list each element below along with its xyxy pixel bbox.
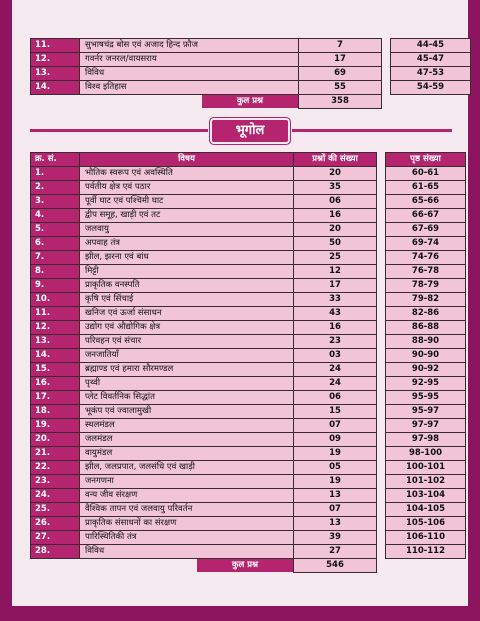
geography-table xyxy=(30,152,466,573)
row-count: 69 xyxy=(299,67,382,81)
row-gap xyxy=(377,181,386,195)
row-pages: 95-97 xyxy=(386,405,466,419)
row-gap xyxy=(377,517,386,531)
row-count: 20 xyxy=(294,223,377,237)
row-subject: जलवायु xyxy=(80,223,294,237)
row-pages: 76-78 xyxy=(386,265,466,279)
row-gap xyxy=(377,195,386,209)
table-row xyxy=(31,391,466,405)
row-pages: 97-98 xyxy=(386,433,466,447)
row-pages: 90-90 xyxy=(386,349,466,363)
row-pages: 97-97 xyxy=(386,419,466,433)
table-row xyxy=(31,279,466,293)
row-pages: 74-76 xyxy=(386,251,466,265)
row-gap xyxy=(382,53,391,67)
row-count: 23 xyxy=(294,335,377,349)
row-number: 5. xyxy=(31,223,80,237)
total-row xyxy=(31,95,471,109)
row-subject: अपवाह तंत्र xyxy=(80,237,294,251)
row-pages: 98-100 xyxy=(386,447,466,461)
row-subject: द्वीप समूह, खाड़ी एवं तट xyxy=(80,209,294,223)
row-number: 22. xyxy=(31,461,80,475)
row-gap xyxy=(377,405,386,419)
row-subject: परिवहन एवं संचार xyxy=(80,335,294,349)
table-row xyxy=(31,447,466,461)
row-count: 24 xyxy=(294,377,377,391)
row-number: 24. xyxy=(31,489,80,503)
row-count: 19 xyxy=(294,475,377,489)
row-gap xyxy=(377,391,386,405)
section-rule-right xyxy=(292,129,452,132)
row-number: 15. xyxy=(31,363,80,377)
table-row xyxy=(31,53,471,67)
table-row xyxy=(31,67,471,81)
row-gap xyxy=(377,363,386,377)
table-row xyxy=(31,475,466,489)
row-pages: 104-105 xyxy=(386,503,466,517)
total-row xyxy=(31,559,466,573)
row-count: 39 xyxy=(294,531,377,545)
table-row xyxy=(31,363,466,377)
row-count: 17 xyxy=(299,53,382,67)
row-number: 1. xyxy=(31,167,80,181)
table-row xyxy=(31,377,466,391)
row-number: 13. xyxy=(31,67,80,81)
row-pages: 45-47 xyxy=(391,53,471,67)
row-subject: झील, झरना एवं बांध xyxy=(80,251,294,265)
row-subject: मिट्टी xyxy=(80,265,294,279)
row-pages: 82-86 xyxy=(386,307,466,321)
header-num: क्र. सं. xyxy=(31,153,80,167)
table-row xyxy=(31,517,466,531)
table-row xyxy=(31,433,466,447)
row-gap xyxy=(377,377,386,391)
row-pages: 105-106 xyxy=(386,517,466,531)
row-pages: 101-102 xyxy=(386,475,466,489)
row-subject: जनजातियाँ xyxy=(80,349,294,363)
row-gap xyxy=(377,531,386,545)
row-gap xyxy=(377,293,386,307)
row-subject: विविध xyxy=(80,67,299,81)
row-number: 4. xyxy=(31,209,80,223)
row-count: 07 xyxy=(294,419,377,433)
row-subject: प्राकृतिक वनस्पति xyxy=(80,279,294,293)
row-subject: प्लेट विवर्तनिक सिद्धांत xyxy=(80,391,294,405)
row-pages: 44-45 xyxy=(391,39,471,53)
row-subject: कृषि एवं सिंचाई xyxy=(80,293,294,307)
total-value: 546 xyxy=(294,559,377,573)
row-count: 06 xyxy=(294,195,377,209)
row-subject: पर्वतीय क्षेत्र एवं पठार xyxy=(80,181,294,195)
row-number: 21. xyxy=(31,447,80,461)
row-number: 10. xyxy=(31,293,80,307)
row-number: 28. xyxy=(31,545,80,559)
row-pages: 67-69 xyxy=(386,223,466,237)
row-count: 24 xyxy=(294,363,377,377)
row-count: 06 xyxy=(294,391,377,405)
row-pages: 86-88 xyxy=(386,321,466,335)
row-pages: 90-92 xyxy=(386,363,466,377)
row-count: 15 xyxy=(294,405,377,419)
row-subject: विविध xyxy=(80,545,294,559)
section-title: भूगोल xyxy=(212,120,288,142)
row-gap xyxy=(377,251,386,265)
table-row xyxy=(31,237,466,251)
row-number: 23. xyxy=(31,475,80,489)
row-subject: पूर्वी घाट एवं पश्चिमी घाट xyxy=(80,195,294,209)
row-number: 26. xyxy=(31,517,80,531)
row-number: 14. xyxy=(31,81,80,95)
row-count: 25 xyxy=(294,251,377,265)
row-pages: 60-61 xyxy=(386,167,466,181)
table-row xyxy=(31,265,466,279)
table-row xyxy=(31,349,466,363)
row-number: 11. xyxy=(31,39,80,53)
row-gap xyxy=(377,237,386,251)
row-number: 19. xyxy=(31,419,80,433)
table-row xyxy=(31,209,466,223)
table-row xyxy=(31,335,466,349)
row-pages: 92-95 xyxy=(386,377,466,391)
row-count: 17 xyxy=(294,279,377,293)
row-count: 05 xyxy=(294,461,377,475)
table-row xyxy=(31,531,466,545)
row-subject: गवर्नर जनरल/वायसराय xyxy=(80,53,299,67)
row-count: 20 xyxy=(294,167,377,181)
row-number: 25. xyxy=(31,503,80,517)
row-gap xyxy=(382,81,391,95)
row-count: 12 xyxy=(294,265,377,279)
table-header-row xyxy=(31,153,466,167)
row-gap xyxy=(377,461,386,475)
table-row xyxy=(31,81,471,95)
row-count: 13 xyxy=(294,517,377,531)
row-subject: उद्योग एवं औद्योगिक क्षेत्र xyxy=(80,321,294,335)
row-count: 33 xyxy=(294,293,377,307)
total-value: 358 xyxy=(299,95,382,109)
row-subject: खनिज एवं ऊर्जा संसाधन xyxy=(80,307,294,321)
row-gap xyxy=(377,209,386,223)
row-gap xyxy=(382,67,391,81)
row-gap xyxy=(377,489,386,503)
row-count: 03 xyxy=(294,349,377,363)
table-row xyxy=(31,167,466,181)
section-rule-left xyxy=(30,129,208,132)
row-pages: 95-95 xyxy=(386,391,466,405)
row-gap xyxy=(377,545,386,559)
row-count: 09 xyxy=(294,433,377,447)
row-subject: सुभाषचंद्र बोस एवं अजाद हिन्द फ़ौज xyxy=(80,39,299,53)
row-pages: 110-112 xyxy=(386,545,466,559)
row-count: 55 xyxy=(299,81,382,95)
header-gap xyxy=(377,153,386,167)
row-subject: विश्व इतिहास xyxy=(80,81,299,95)
row-subject: पारिस्थितिकी तंत्र xyxy=(80,531,294,545)
row-gap xyxy=(377,167,386,181)
total-label: कुल प्रश्न xyxy=(197,559,293,572)
row-gap xyxy=(377,335,386,349)
table-row xyxy=(31,489,466,503)
row-count: 7 xyxy=(299,39,382,53)
row-number: 14. xyxy=(31,349,80,363)
row-number: 11. xyxy=(31,307,80,321)
row-number: 18. xyxy=(31,405,80,419)
table-row xyxy=(31,293,466,307)
row-number: 3. xyxy=(31,195,80,209)
header-count: प्रश्नों की संख्या xyxy=(294,153,377,167)
row-gap xyxy=(377,447,386,461)
row-pages: 65-66 xyxy=(386,195,466,209)
row-number: 12. xyxy=(31,321,80,335)
row-count: 16 xyxy=(294,321,377,335)
row-count: 07 xyxy=(294,503,377,517)
row-count: 27 xyxy=(294,545,377,559)
row-subject: ब्रह्माण्ड एवं हमारा सौरमण्डल xyxy=(80,363,294,377)
row-pages: 78-79 xyxy=(386,279,466,293)
row-pages: 100-101 xyxy=(386,461,466,475)
page xyxy=(12,0,468,606)
row-subject: प्राकृतिक संसाधनों का संरक्षण xyxy=(80,517,294,531)
row-gap xyxy=(377,279,386,293)
row-subject: वन्य जीव संरक्षण xyxy=(80,489,294,503)
row-pages: 88-90 xyxy=(386,335,466,349)
row-count: 16 xyxy=(294,209,377,223)
row-number: 13. xyxy=(31,335,80,349)
row-pages: 106-110 xyxy=(386,531,466,545)
total-label: कुल प्रश्न xyxy=(202,95,298,108)
row-subject: भौतिक स्वरूप एवं अवस्थिति xyxy=(80,167,294,181)
row-gap xyxy=(377,265,386,279)
table-row xyxy=(31,545,466,559)
row-pages: 69-74 xyxy=(386,237,466,251)
row-number: 2. xyxy=(31,181,80,195)
row-pages: 103-104 xyxy=(386,489,466,503)
row-gap xyxy=(377,503,386,517)
header-subject: विषय xyxy=(80,153,294,167)
row-subject: जलमंडल xyxy=(80,433,294,447)
row-count: 35 xyxy=(294,181,377,195)
history-table-tail xyxy=(30,38,471,109)
table-row xyxy=(31,321,466,335)
table-row xyxy=(31,405,466,419)
row-number: 12. xyxy=(31,53,80,67)
table-row xyxy=(31,307,466,321)
row-count: 50 xyxy=(294,237,377,251)
row-gap xyxy=(382,39,391,53)
row-subject: भूकंप एवं ज्वालामुखी xyxy=(80,405,294,419)
row-pages: 54-59 xyxy=(391,81,471,95)
row-gap xyxy=(377,223,386,237)
row-gap xyxy=(377,419,386,433)
row-count: 43 xyxy=(294,307,377,321)
row-number: 27. xyxy=(31,531,80,545)
row-pages: 79-82 xyxy=(386,293,466,307)
table-row xyxy=(31,39,471,53)
table-row xyxy=(31,251,466,265)
header-pages: पृष्ठ संख्या xyxy=(386,153,466,167)
row-subject: वैश्विक तापन एवं जलवायु परिवर्तन xyxy=(80,503,294,517)
row-gap xyxy=(377,307,386,321)
row-count: 19 xyxy=(294,447,377,461)
row-subject: जनगणना xyxy=(80,475,294,489)
row-pages: 47-53 xyxy=(391,67,471,81)
row-number: 8. xyxy=(31,265,80,279)
row-gap xyxy=(377,321,386,335)
row-subject: स्थलमंडल xyxy=(80,419,294,433)
row-number: 9. xyxy=(31,279,80,293)
table-row xyxy=(31,223,466,237)
row-pages: 66-67 xyxy=(386,209,466,223)
row-number: 20. xyxy=(31,433,80,447)
table-row xyxy=(31,181,466,195)
row-number: 7. xyxy=(31,251,80,265)
row-gap xyxy=(377,475,386,489)
row-number: 6. xyxy=(31,237,80,251)
table-row xyxy=(31,195,466,209)
row-subject: झील, जलप्रपात, जलसंधि एवं खाड़ी xyxy=(80,461,294,475)
row-subject: पृथ्वी xyxy=(80,377,294,391)
table-row xyxy=(31,461,466,475)
row-number: 17. xyxy=(31,391,80,405)
row-pages: 61-65 xyxy=(386,181,466,195)
row-gap xyxy=(377,433,386,447)
row-count: 13 xyxy=(294,489,377,503)
row-subject: वायुमंडल xyxy=(80,447,294,461)
row-number: 16. xyxy=(31,377,80,391)
table-row xyxy=(31,503,466,517)
table-row xyxy=(31,419,466,433)
row-gap xyxy=(377,349,386,363)
